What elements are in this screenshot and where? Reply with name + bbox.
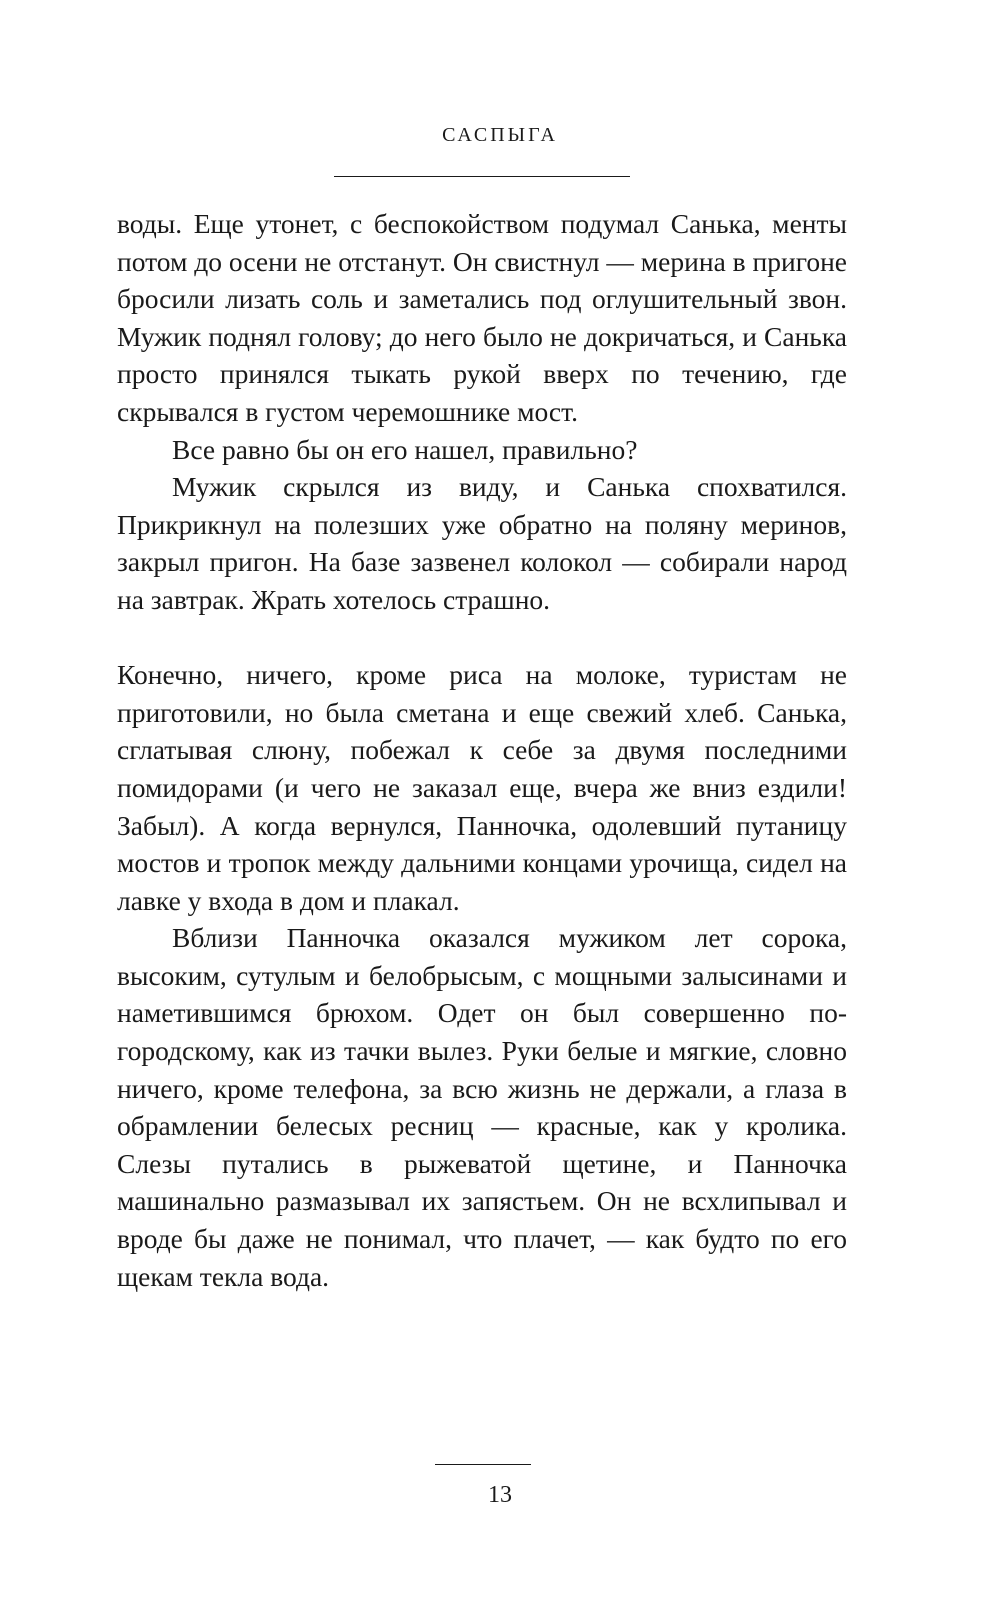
body-text bbox=[117, 205, 847, 1295]
paragraph-continuation: воды. Еще утонет, с беспокойством подумал Санька, менты потом до осени не отстанут. Он свистнул — мерина в пригоне бросили лизать соль и заметались под оглушительный звон. Мужик поднял голову; до него было не докричаться, и Санька просто принялся тыкать рукой вверх по течению, где скрывался в густом черемошнике мост. bbox=[117, 208, 847, 427]
paragraph-section-start: Конечно, ничего, кроме риса на молоке, туристам не приготовили, но была сметана и еще свежий хлеб. Санька, сглатывая слюну, побежал к себе за двумя последними помидорами (и чего не заказал еще, вчера же вниз ездили! Забыл). А когда вернулся, Панночка, одолевший путаницу мостов и тропок между дальними концами урочища, сидел на лавке у входа в дом и плакал. bbox=[117, 659, 847, 916]
paragraph: Вблизи Панночка оказался мужиком лет сорока, высоким, сутулым и белобрысым, с мощными залысинами и наметившимся брюхом. Одет он был совершенно по-городскому, как из тачки вылез. Руки белые и мягкие, словно ничего, кроме телефона, за всю жизнь не держали, а глаза в обрамлении белесых ресниц — красные, как у кролика. Слезы путались в рыжеватой щетине, и Панночка машинально размазывал их запястьем. Он не всхлипывал и вроде бы даже не понимал, что плачет, — как будто по его щекам текла вода. bbox=[117, 922, 847, 1292]
running-head: САСПЫГА bbox=[442, 124, 558, 146]
footer-rule bbox=[435, 1464, 531, 1465]
paragraph: Все равно бы он его нашел, правильно? bbox=[172, 433, 638, 465]
paragraph: Мужик скрылся из виду, и Санька спохватился. Прикрикнул на полезших уже обратно на поляну меринов, закрыл пригон. На базе зазвенел колокол — собирали народ на завтрак. Жрать хотелось страшно. bbox=[117, 471, 847, 615]
page-number: 13 bbox=[488, 1482, 512, 1508]
header-rule bbox=[334, 176, 630, 177]
